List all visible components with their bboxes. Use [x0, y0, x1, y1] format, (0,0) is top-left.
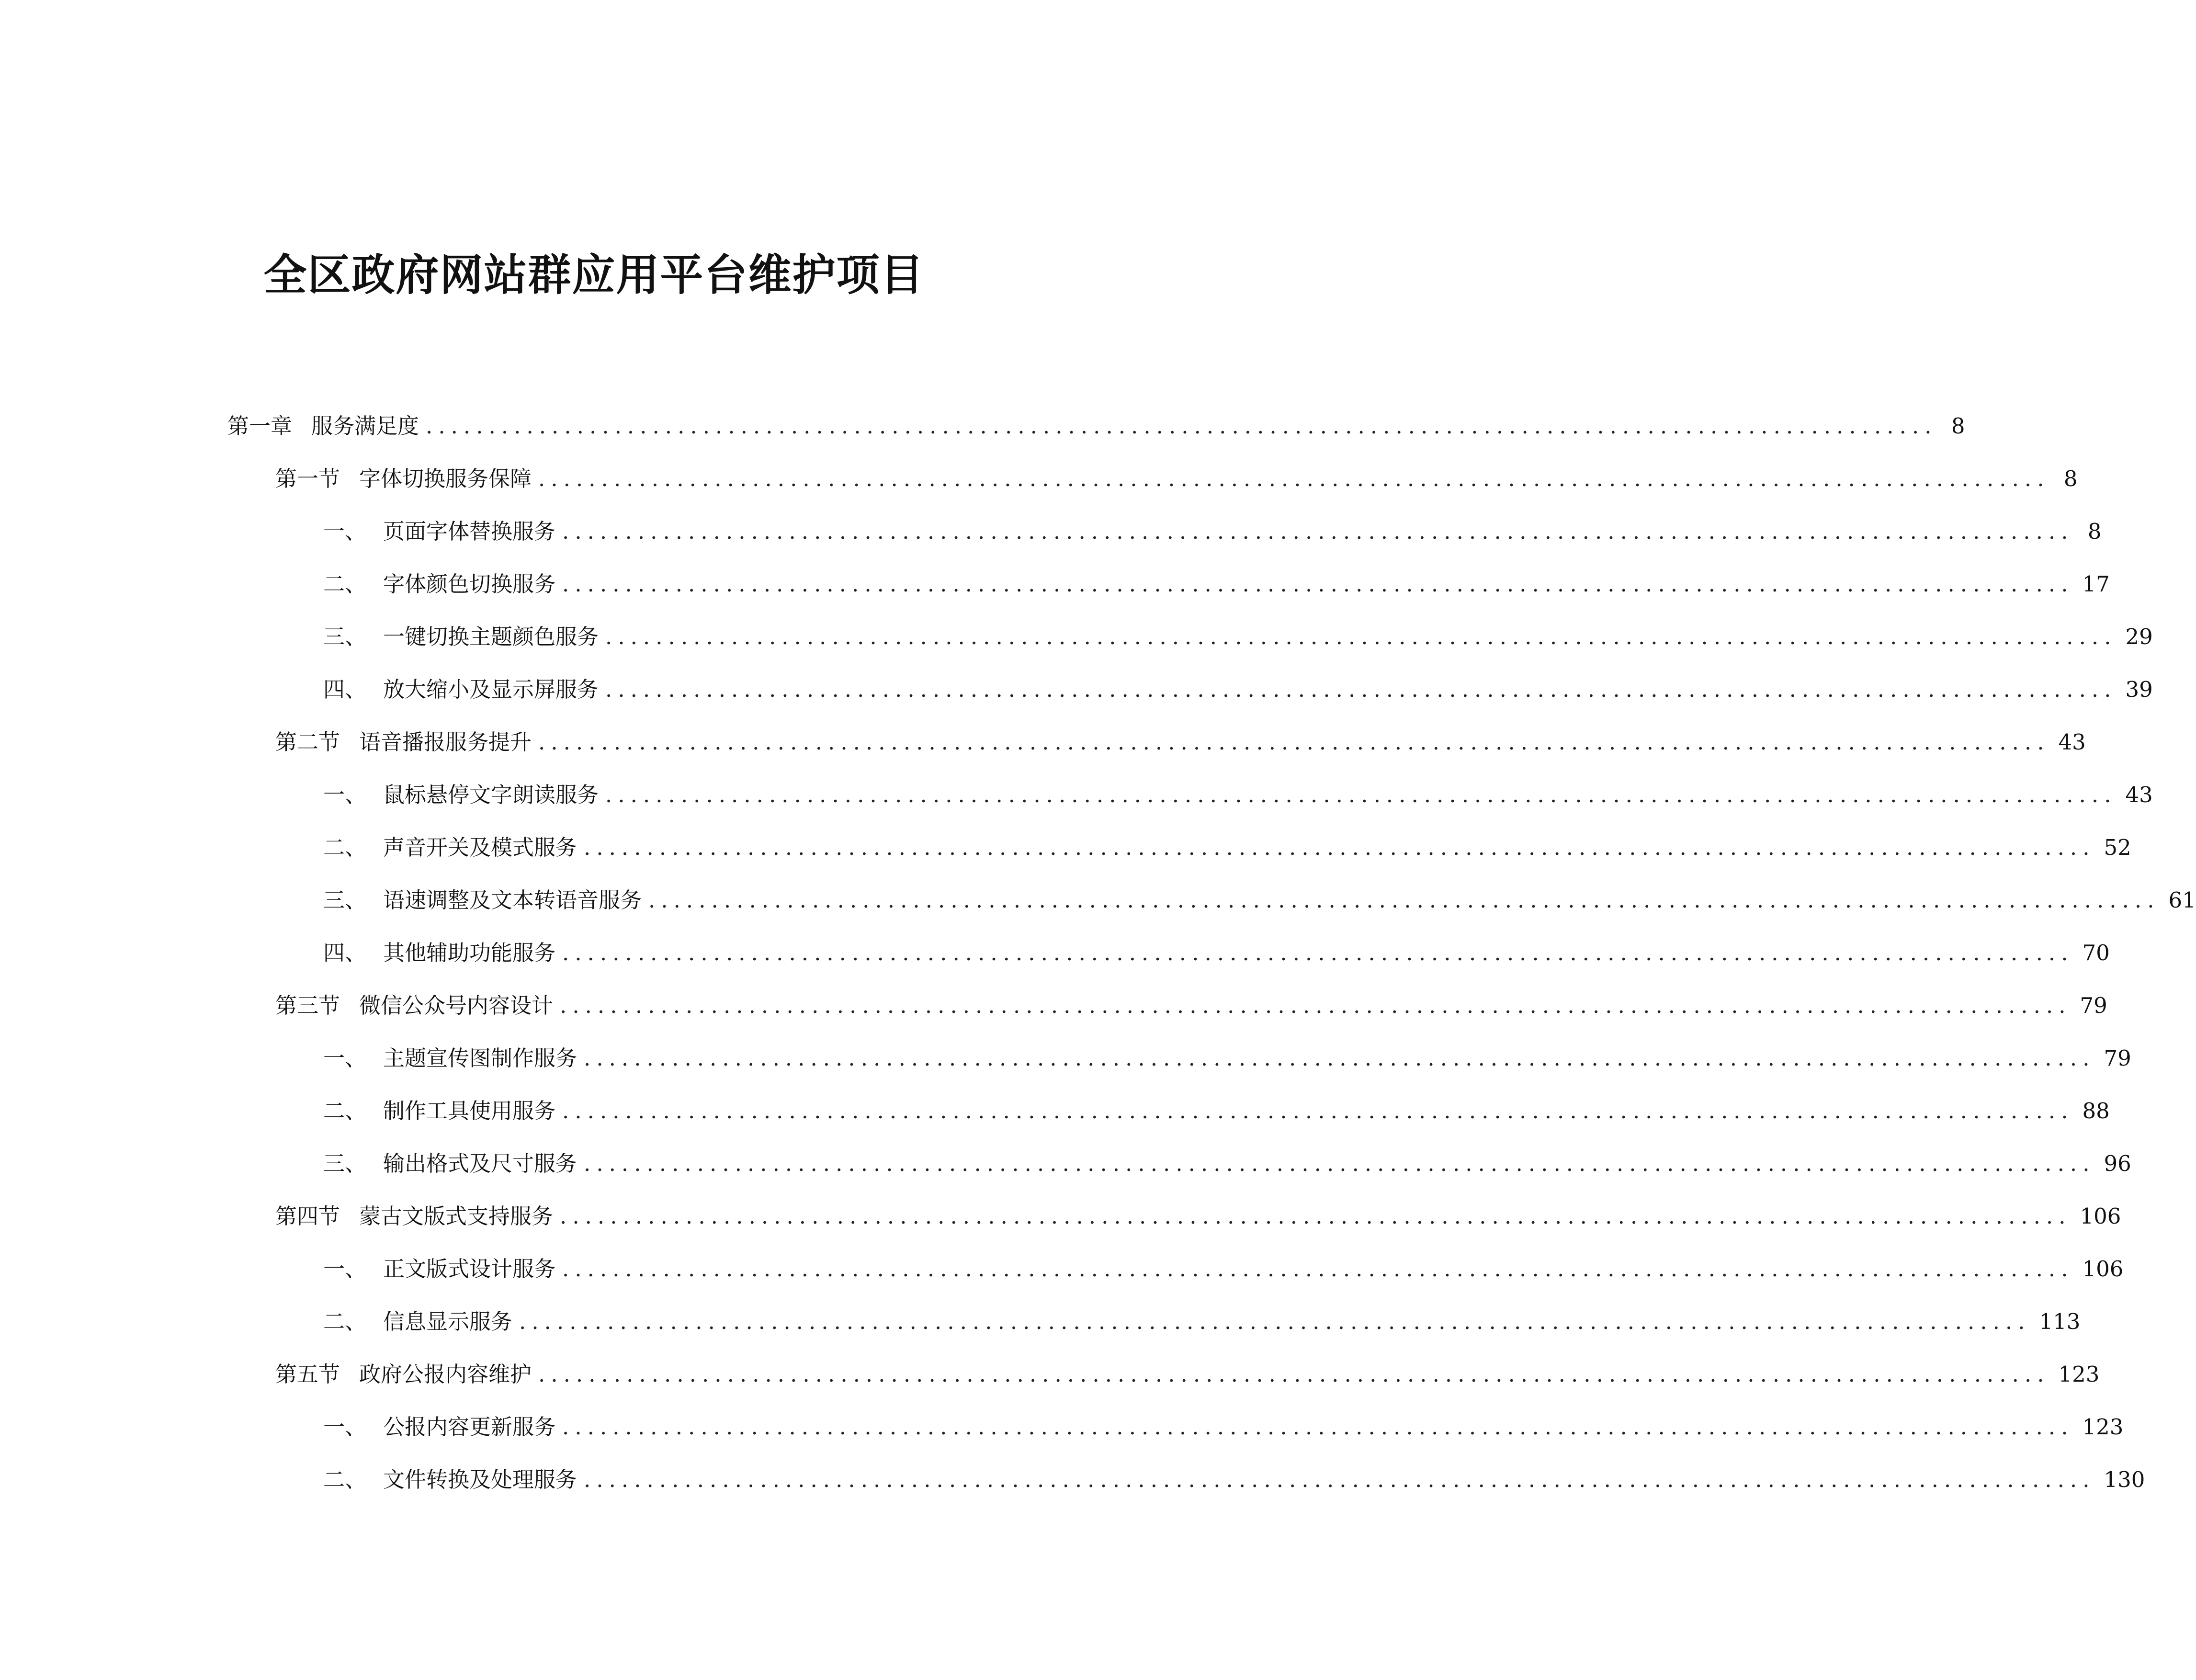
toc-entry-number: 第三节 — [275, 993, 340, 1018]
toc-leader-dots: ........................................................................................................................ — [426, 413, 1937, 439]
toc-page-number: 96 — [2104, 1151, 2131, 1176]
toc-entry-number: 第四节 — [275, 1203, 340, 1229]
toc-entry-label: 公报内容更新服务 — [383, 1414, 556, 1440]
toc-page-number: 29 — [2125, 624, 2153, 649]
toc-page-number: 8 — [1951, 413, 1965, 439]
toc-entry[interactable] — [323, 829, 2131, 867]
toc-entry-number: 三、 — [323, 887, 367, 913]
toc-entry-number: 二、 — [323, 1098, 367, 1124]
toc-entry[interactable] — [323, 618, 2153, 656]
toc-page-number: 79 — [2080, 993, 2107, 1018]
toc-entry-number: 第一章 — [227, 413, 293, 439]
toc-entry[interactable] — [323, 1145, 2131, 1183]
toc-entry[interactable] — [323, 1250, 2124, 1288]
toc-entry-number: 二、 — [323, 571, 367, 597]
toc-entry-label: 字体切换服务保障 — [359, 466, 532, 491]
toc-page-number: 8 — [2087, 519, 2102, 544]
toc-entry[interactable] — [323, 1461, 2145, 1499]
toc-entry-label: 制作工具使用服务 — [383, 1098, 556, 1124]
toc-entry-number: 三、 — [323, 624, 367, 649]
toc-leader-dots: ........................................................................................................................ — [560, 1203, 2071, 1229]
toc-entry-label: 放大缩小及显示屏服务 — [383, 677, 599, 702]
toc-entry-label: 输出格式及尺寸服务 — [383, 1151, 577, 1176]
toc-entry-label: 服务满足度 — [311, 413, 419, 439]
toc-entry-label: 文件转换及处理服务 — [383, 1467, 577, 1492]
toc-entry[interactable] — [275, 723, 2086, 761]
toc-entry-label: 信息显示服务 — [383, 1309, 513, 1334]
toc-leader-dots: ........................................................................................................................ — [584, 835, 2095, 860]
toc-entry[interactable] — [323, 934, 2110, 972]
toc-entry-number: 二、 — [323, 1467, 367, 1492]
toc-entry-label: 正文版式设计服务 — [383, 1256, 556, 1282]
toc-page-number: 61 — [2168, 887, 2196, 913]
toc-entry[interactable] — [227, 407, 1965, 445]
toc-page-number: 39 — [2125, 677, 2153, 702]
toc-entry-label: 一键切换主题颜色服务 — [383, 624, 599, 649]
toc-leader-dots: ........................................................................................................................ — [519, 1309, 2031, 1334]
toc-leader-dots: ........................................................................................................................ — [584, 1467, 2095, 1492]
toc-entry-number: 第二节 — [275, 729, 340, 755]
toc-entry[interactable] — [275, 1355, 2100, 1394]
toc-entry[interactable] — [323, 565, 2110, 603]
toc-entry[interactable] — [323, 881, 2196, 919]
toc-entry-number: 一、 — [323, 1414, 367, 1440]
toc-entry[interactable] — [275, 460, 2078, 498]
toc-entry-number: 四、 — [323, 940, 367, 965]
toc-entry-number: 第五节 — [275, 1362, 340, 1387]
toc-entry-number: 一、 — [323, 519, 367, 544]
toc-page-number: 17 — [2082, 571, 2110, 597]
toc-page-number: 88 — [2082, 1098, 2110, 1124]
toc-entry[interactable] — [275, 987, 2107, 1025]
toc-leader-dots: ........................................................................................................................ — [538, 1362, 2050, 1387]
toc-page-number: 123 — [2058, 1362, 2100, 1387]
toc-entry[interactable] — [323, 1408, 2124, 1446]
toc-entry-number: 一、 — [323, 1045, 367, 1071]
toc-entry-label: 鼠标悬停文字朗读服务 — [383, 782, 599, 807]
toc-entry-number: 一、 — [323, 782, 367, 807]
toc-page-number: 113 — [2039, 1309, 2081, 1334]
toc-entry-label: 主题宣传图制作服务 — [383, 1045, 577, 1071]
toc-entry-label: 页面字体替换服务 — [383, 519, 556, 544]
toc-leader-dots: ........................................................................................................................ — [562, 1098, 2074, 1124]
toc-entry[interactable] — [323, 1092, 2110, 1130]
toc-entry-number: 一、 — [323, 1256, 367, 1282]
toc-entry-label: 字体颜色切换服务 — [383, 571, 556, 597]
toc-leader-dots: ........................................................................................................................ — [562, 571, 2074, 597]
toc-leader-dots: ........................................................................................................................ — [538, 729, 2050, 755]
toc-page-number: 52 — [2104, 835, 2131, 860]
toc-entry[interactable] — [275, 1197, 2121, 1236]
toc-entry[interactable] — [323, 512, 2102, 551]
toc-page-number: 43 — [2125, 782, 2153, 807]
toc-entry-label: 语音播报服务提升 — [359, 729, 532, 755]
toc-leader-dots: ........................................................................................................................ — [562, 519, 2074, 544]
toc-page-number: 106 — [2080, 1203, 2121, 1229]
toc-leader-dots: ........................................................................................................................ — [584, 1045, 2095, 1071]
toc-leader-dots: ........................................................................................................................ — [562, 1414, 2074, 1440]
toc-page-number: 106 — [2082, 1256, 2124, 1282]
toc-page-number: 79 — [2104, 1045, 2131, 1071]
toc-entry-label: 声音开关及模式服务 — [383, 835, 577, 860]
toc-entry[interactable] — [323, 1039, 2131, 1078]
toc-page-number: 70 — [2082, 940, 2110, 965]
toc-entry-number: 三、 — [323, 1151, 367, 1176]
toc-entry-number: 二、 — [323, 1309, 367, 1334]
toc-entry-label: 其他辅助功能服务 — [383, 940, 556, 965]
toc-entry-label: 微信公众号内容设计 — [359, 993, 554, 1018]
toc-entry-number: 二、 — [323, 835, 367, 860]
toc-leader-dots: ........................................................................................................................ — [562, 940, 2074, 965]
toc-leader-dots: ........................................................................................................................ — [584, 1151, 2095, 1176]
toc-leader-dots: ........................................................................................................................ — [562, 1256, 2074, 1282]
toc-leader-dots: ........................................................................................................................ — [605, 677, 2117, 702]
toc-leader-dots: ........................................................................................................................ — [648, 887, 2160, 913]
toc-page-number: 123 — [2082, 1414, 2124, 1440]
toc-leader-dots: ........................................................................................................................ — [605, 782, 2117, 807]
document-title: 全区政府网站群应用平台维护项目 — [263, 250, 925, 300]
toc-entry-label: 语速调整及文本转语音服务 — [383, 887, 642, 913]
toc-leader-dots: ........................................................................................................................ — [538, 466, 2050, 491]
toc-leader-dots: ........................................................................................................................ — [605, 624, 2117, 649]
toc-entry-number: 四、 — [323, 677, 367, 702]
toc-page-number: 8 — [2063, 466, 2078, 491]
toc-entry-number: 第一节 — [275, 466, 340, 491]
toc-entry[interactable] — [323, 776, 2153, 814]
toc-entry-label: 蒙古文版式支持服务 — [359, 1203, 554, 1229]
toc-page-number: 130 — [2104, 1467, 2145, 1492]
toc-entry[interactable] — [323, 670, 2153, 709]
toc-entry[interactable] — [323, 1303, 2081, 1341]
toc-leader-dots: ........................................................................................................................ — [560, 993, 2071, 1018]
toc-page-number: 43 — [2058, 729, 2086, 755]
toc-entry-label: 政府公报内容维护 — [359, 1362, 532, 1387]
